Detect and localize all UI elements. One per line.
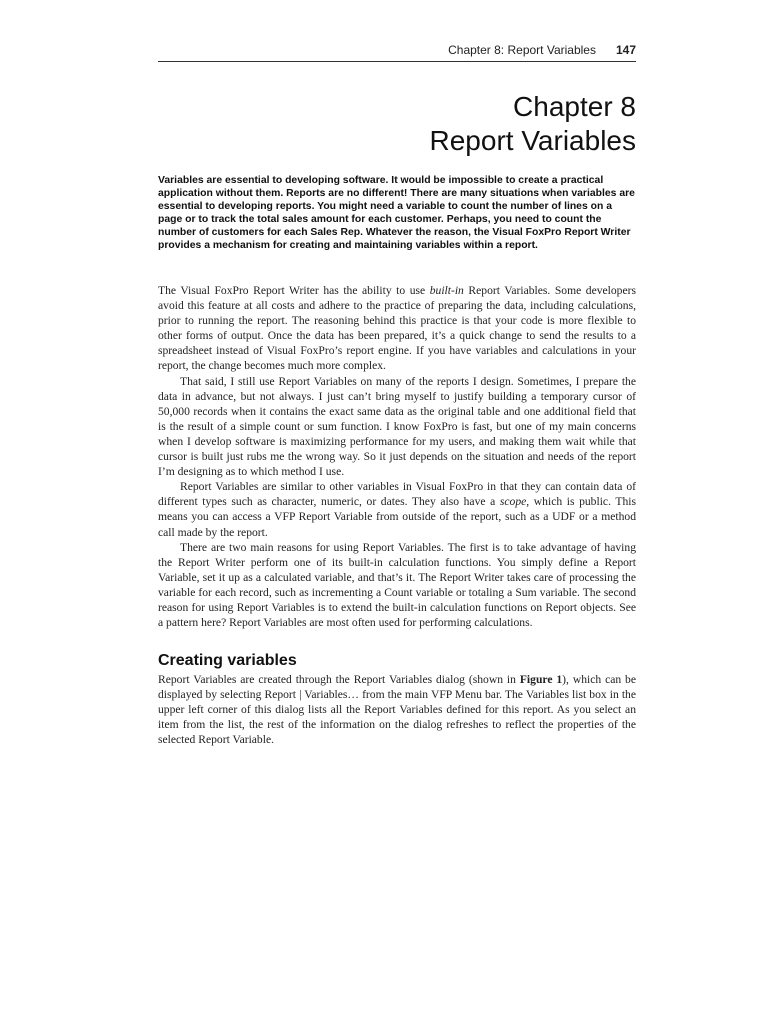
paragraph-1 [158, 283, 636, 374]
chapter-abstract: Variables are essential to developing software. It would be impossible to create a practical application without them. Reports are no different! There are many situations when variables are essential to developing reports. You might need a variable to count the number of lines on a page or to track the total sales amount for each customer. Perhaps, you need to count the number of customers for each Sales Rep. Whatever the reason, the Visual FoxPro Report Writer provides a mechanism for creating and maintaining variables within a report. [158, 175, 635, 251]
section-paragraph [158, 672, 636, 747]
paragraph-3-start: Report Variables are similar to other variables in Visual FoxPro in that they can contain data of different types such as character, numeric, or dates. They also have a [158, 480, 636, 509]
page-number: 147 [615, 43, 636, 57]
section-paragraph-start: Report Variables are created through the Report Variables dialog (shown in [158, 673, 520, 686]
body-text [158, 283, 636, 630]
section-paragraph-end: ), which can be displayed by selecting Report | Variables… from the main VFP Menu bar. The Variables list box in the upper left corner of this dialog lists all the Report Variables defined for this report. As you select an item from the list, the rest of the information on the dialog refreshes to reflect the properties of the selected Report Variable. [158, 673, 636, 747]
section-heading: Creating variables [158, 652, 297, 669]
paragraph-1-italic: built-in [429, 284, 464, 297]
figure-reference: Figure 1 [519, 673, 563, 686]
header-chapter-label: Chapter 8: Report Variables [448, 43, 596, 57]
paragraph-1-end: Report Variables. Some developers avoid this feature at all costs and adhere to the practice of preparing the data, including calculations, prior to running the report. The reasoning behind this practice is that your code is more flexible to other forms of output. Once the data has been prepared, it’s a quick change to send the results to a spreadsheet instead of Visual FoxPro’s report engine. If you have variables and calculations in your report, the change becomes much more complex. [158, 284, 636, 373]
paragraph-4: There are two main reasons for using Report Variables. The first is to take advantage of having the Report Writer perform one of its built-in calculation functions. You simply define a Report Variable, set it up as a calculated variable, and that’s it. The Report Writer takes care of processing the variable for each record, such as incrementing a Count variable or totaling a Sum variable. The second reason for using Report Variables is to extend the built-in calculation functions on Report objects. See a pattern here? Report Variables are most often used for performing calculations. [158, 540, 636, 630]
chapter-name-line: Report Variables [429, 125, 636, 156]
paragraph-1-start: The Visual FoxPro Report Writer has the ability to use [158, 284, 430, 297]
paragraph-3-end: , which is public. This means you can access a VFP Report Variable from outside of the report, such as a UDF or a method call made by the report. [158, 495, 636, 539]
header-rule [158, 61, 636, 62]
chapter-title [300, 90, 636, 158]
chapter-number-line: Chapter 8 [513, 91, 636, 122]
paragraph-3 [158, 479, 636, 539]
running-header [158, 43, 636, 57]
paragraph-2: That said, I still use Report Variables on many of the reports I design. Sometimes, I prepare the data in advance, but not always. I just can’t bring myself to justify building a temporary cursor of 50,000 records when it contains the exact same data as the original table and one additional field that is the result of a simple count or sum function. I know FoxPro is fast, but one of my main concerns when I develop software is maximizing performance for my users, and making them wait while that cursor is built just rubs me the wrong way. So it just depends on the situation and needs of the report I’m designing as to which method I use. [158, 374, 636, 479]
paragraph-3-italic: scope [499, 495, 527, 509]
